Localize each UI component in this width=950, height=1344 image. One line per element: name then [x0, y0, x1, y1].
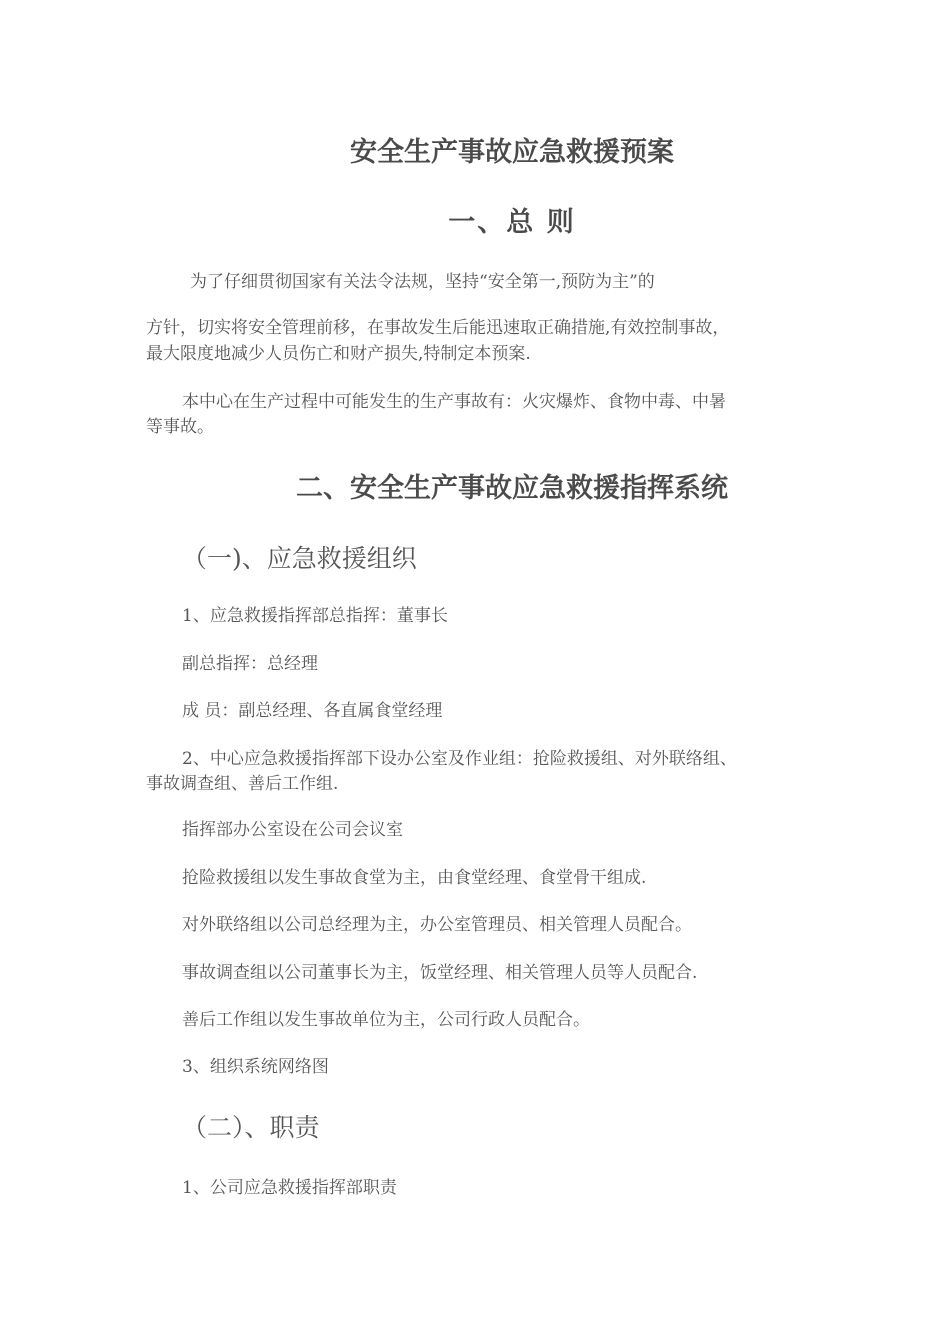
- liaison-group: 对外联络组以公司总经理为主，办公室管理员、相关管理人员配合。: [182, 915, 692, 935]
- rescue-group: 抢险救援组以发生事故食堂为主，由食堂经理、食堂骨干组成.: [182, 868, 647, 888]
- hq-duties-item: 1、公司应急救援指挥部职责: [182, 1178, 397, 1198]
- section-1-heading: 一、总 则: [448, 207, 576, 238]
- subsection-2-heading: （二）、职责: [182, 1113, 320, 1142]
- general-para-1-line-2: 方针，切实将安全管理前移，在事故发生后能迅速取正确措施,有效控制事故，: [146, 318, 730, 338]
- deputy-commander-item: 副总指挥：总经理: [182, 654, 318, 674]
- aftermath-group: 善后工作组以发生事故单位为主，公司行政人员配合。: [182, 1010, 590, 1030]
- general-para-1-line-3: 最大限度地减少人员伤亡和财产损失,特制定本预案.: [146, 344, 531, 364]
- network-diagram-item: 3、组织系统网络图: [182, 1057, 329, 1077]
- subsection-1-heading: （一)、应急救援组织: [182, 544, 417, 573]
- working-groups-line-2: 事故调查组、善后工作组.: [146, 774, 339, 794]
- general-para-1-line-1: 为了仔细贯彻国家有关法令法规，坚持“安全第一,预防为主”的: [190, 272, 655, 292]
- working-groups-line-1: 2、中心应急救援指挥部下设办公室及作业组：抢险救援组、对外联络组、: [182, 749, 737, 769]
- general-para-2-line-2: 等事故。: [146, 417, 214, 437]
- commander-item: 1、应急救援指挥部总指挥：董事长: [182, 606, 448, 626]
- members-item: 成 员：副总经理、各直属食堂经理: [182, 701, 443, 721]
- office-location: 指挥部办公室设在公司会议室: [182, 820, 403, 840]
- general-para-2-line-1: 本中心在生产过程中可能发生的生产事故有：火灾爆炸、食物中毒、中暑: [182, 392, 726, 412]
- investigation-group: 事故调查组以公司董事长为主，饭堂经理、相关管理人员等人员配合.: [182, 963, 698, 983]
- section-2-heading: 二、安全生产事故应急救援指挥系统: [296, 473, 728, 504]
- document-title: 安全生产事故应急救援预案: [350, 137, 674, 168]
